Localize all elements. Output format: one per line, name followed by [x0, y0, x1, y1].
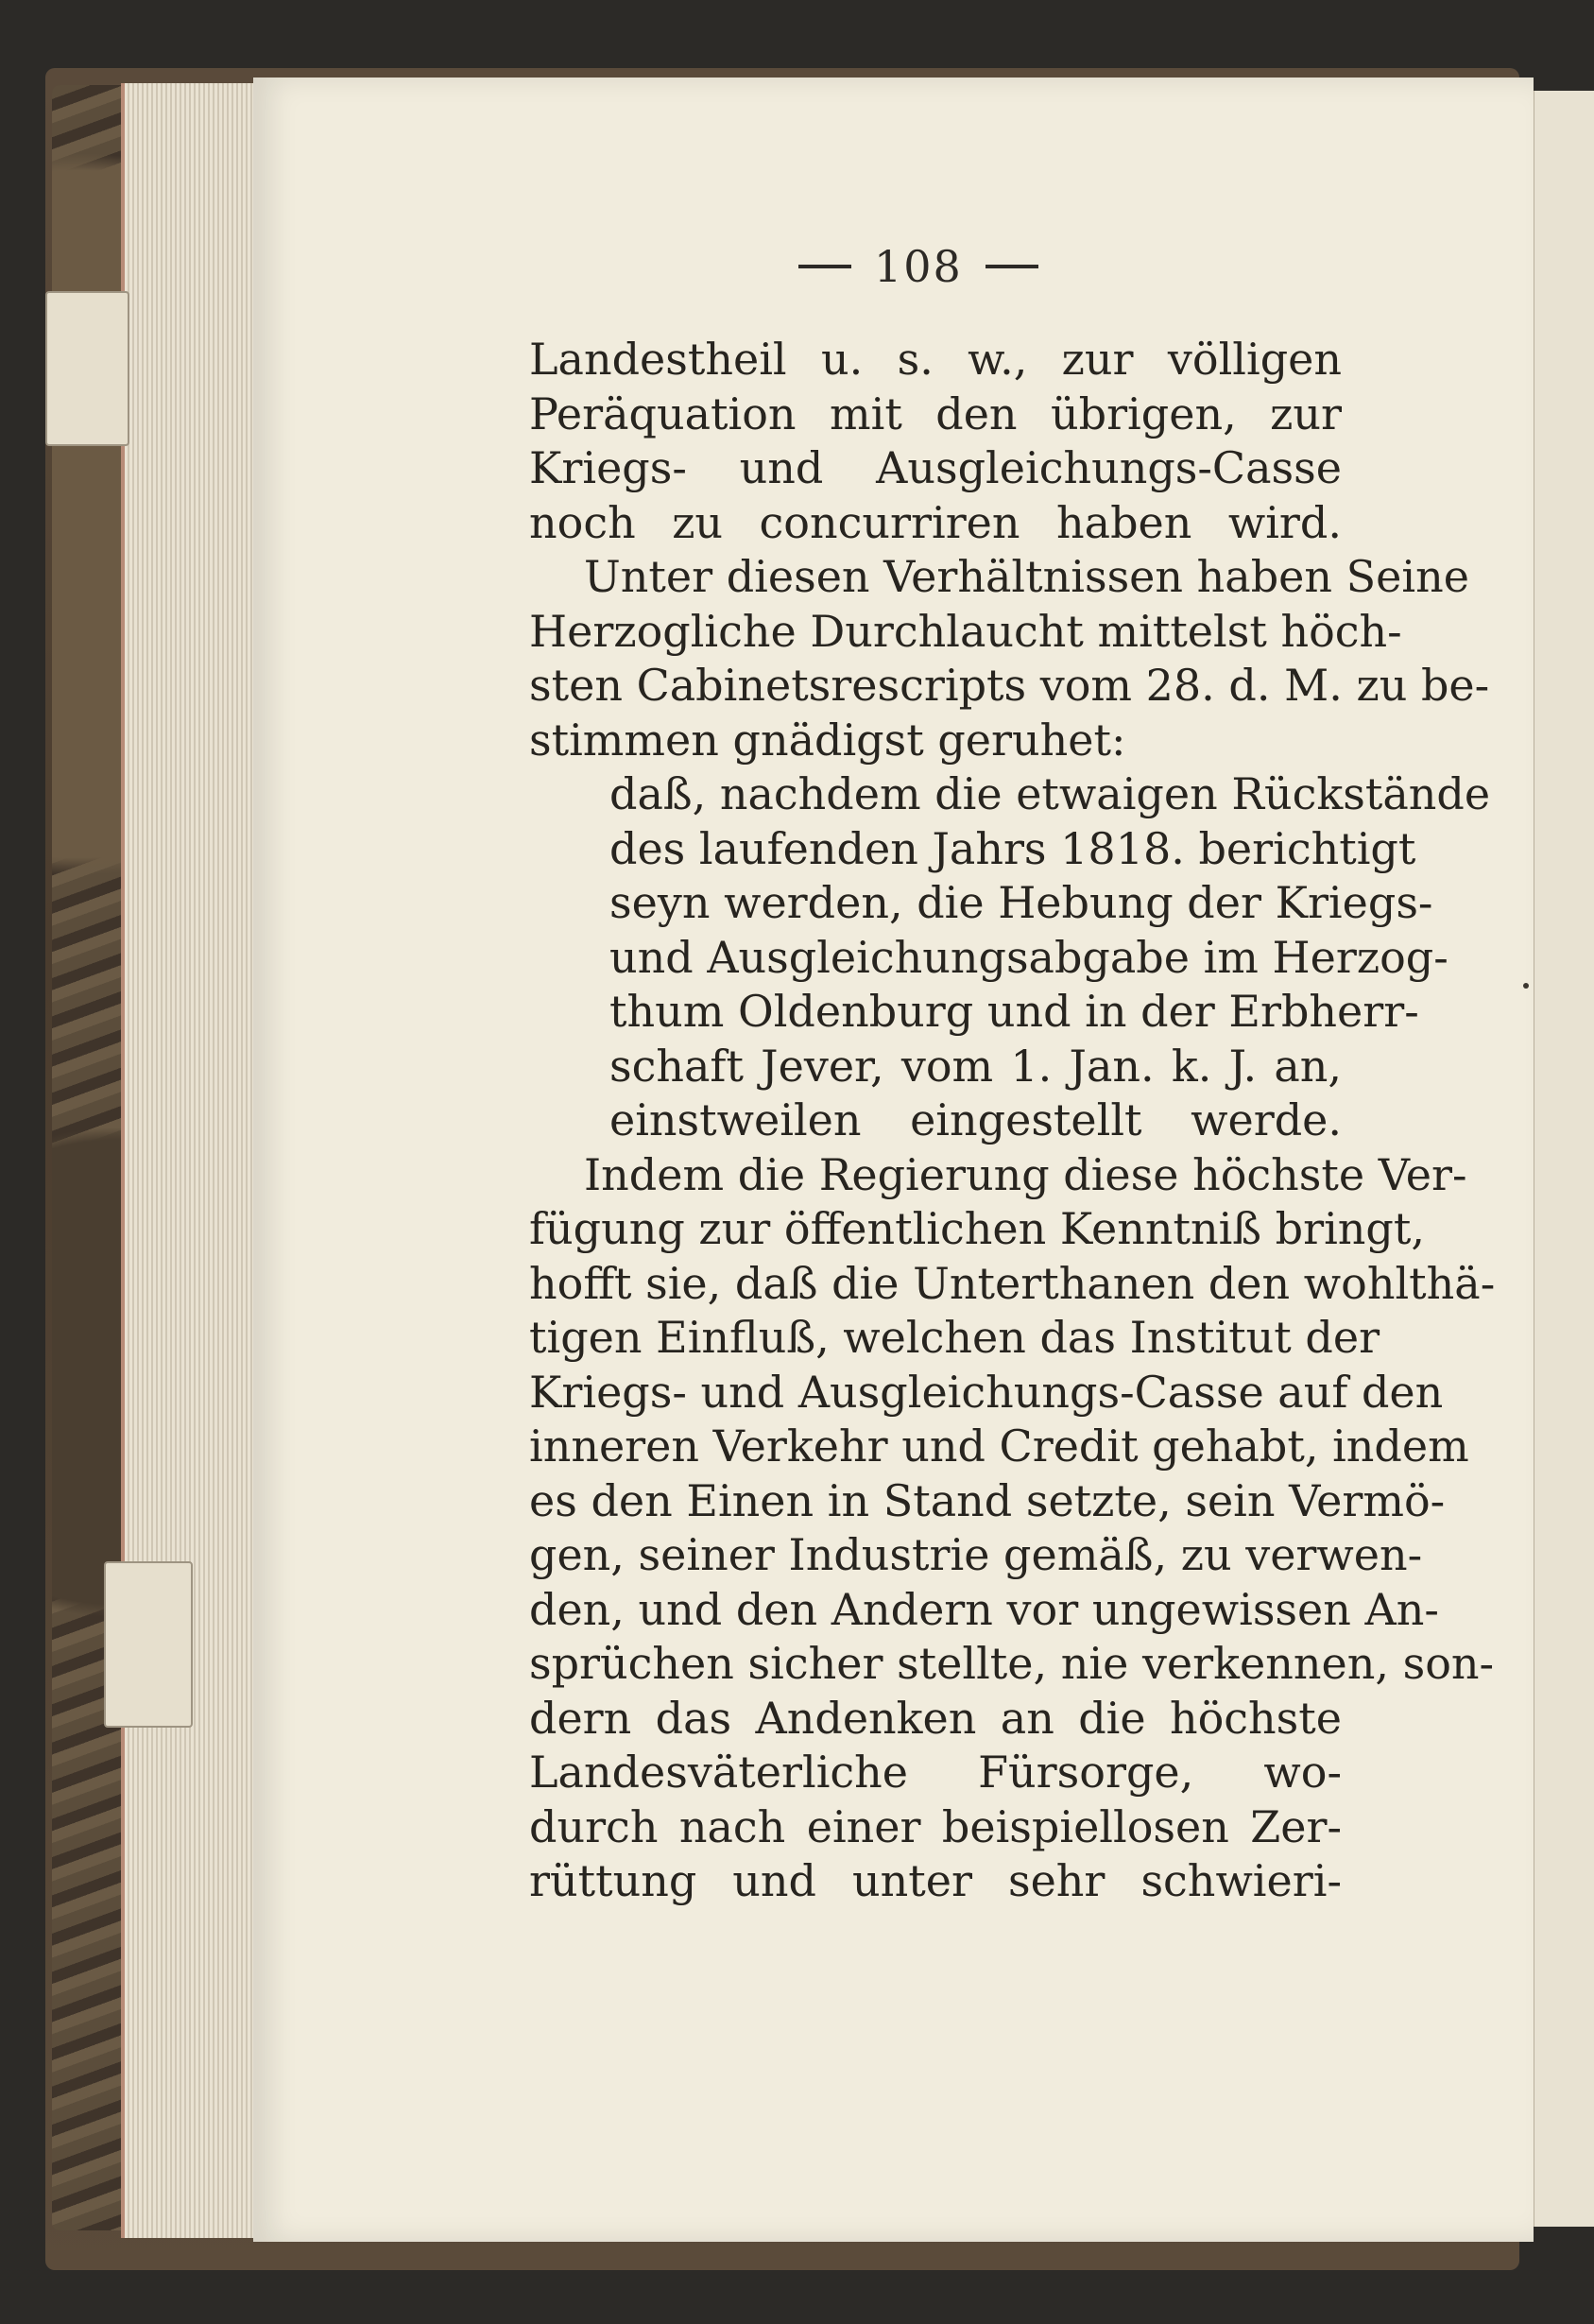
quote-line: thum Oldenburg und in der Erbherr-	[609, 986, 1419, 1037]
quote-line: seyn werden, die Hebung der Kriegs-	[609, 877, 1433, 928]
text-line: Landestheil u. s. w., zur völligen	[529, 334, 1342, 385]
dash-left	[798, 265, 851, 268]
text-line: Unter diesen Verhältnissen haben Seine	[584, 551, 1469, 602]
text-line: Herzogliche Durchlaucht mittelst höch-	[529, 605, 1402, 657]
page-edges	[121, 83, 266, 2238]
text-line: sten Cabinetsrescripts vom 28. d. M. zu be-	[529, 660, 1490, 711]
text-line: Kriegs- und Ausgleichungs-Casse	[529, 442, 1342, 493]
text-line: Peräquation mit den übrigen, zur	[529, 387, 1342, 439]
text-line: durch nach einer beispiellosen Zer-	[529, 1800, 1342, 1852]
quote-line: und Ausgleichungsabgabe im Herzog-	[609, 931, 1448, 983]
text-line: gen, seiner Industrie gemäß, zu verwen-	[529, 1529, 1423, 1580]
dash-right	[986, 265, 1038, 268]
text-line: dern das Andenken an die höchste	[529, 1692, 1342, 1744]
text-line: inneren Verkehr und Credit gehabt, indem	[529, 1420, 1469, 1472]
text-line: hofft sie, daß die Unterthanen den wohlthä-	[529, 1257, 1496, 1309]
text-line: rüttung und unter sehr schwieri-	[529, 1855, 1342, 1906]
text-line: den, und den Andern vor ungewissen An-	[529, 1583, 1439, 1635]
facing-page-edge	[1533, 91, 1594, 2227]
text-line: noch zu concurriren haben wird.	[529, 496, 1342, 548]
text-line: Kriegs- und Ausgleichungs-Casse auf den	[529, 1366, 1444, 1418]
quote-line: daß, nachdem die etwaigen Rückstände	[609, 768, 1491, 819]
ink-mark	[1523, 983, 1529, 989]
page-number	[798, 241, 1082, 292]
text-line: sprüchen sicher stellte, nie verkennen, son-	[529, 1638, 1495, 1689]
body-text	[529, 333, 1496, 1909]
quote-line: des laufenden Jahrs 1818. berichtigt	[609, 822, 1416, 874]
page-tab-bottom	[104, 1561, 193, 1728]
text-line: fügung zur öffentlichen Kenntniß bringt,	[529, 1203, 1425, 1254]
quote-line: einstweilen eingestellt werde.	[609, 1094, 1342, 1145]
text-line: tigen Einfluß, welchen das Institut der	[529, 1312, 1380, 1363]
page-number-text: 108	[874, 241, 963, 292]
text-line: stimmen gnädigst geruhet:	[529, 714, 1126, 766]
text-line: es den Einen in Stand setzte, sein Vermö-	[529, 1474, 1446, 1526]
text-line: Indem die Regierung diese höchste Ver-	[584, 1148, 1467, 1200]
text-line: Landesväterliche Fürsorge, wo-	[529, 1747, 1342, 1798]
page-tab-top	[45, 291, 129, 446]
quote-line: schaft Jever, vom 1. Jan. k. J. an,	[609, 1040, 1342, 1092]
